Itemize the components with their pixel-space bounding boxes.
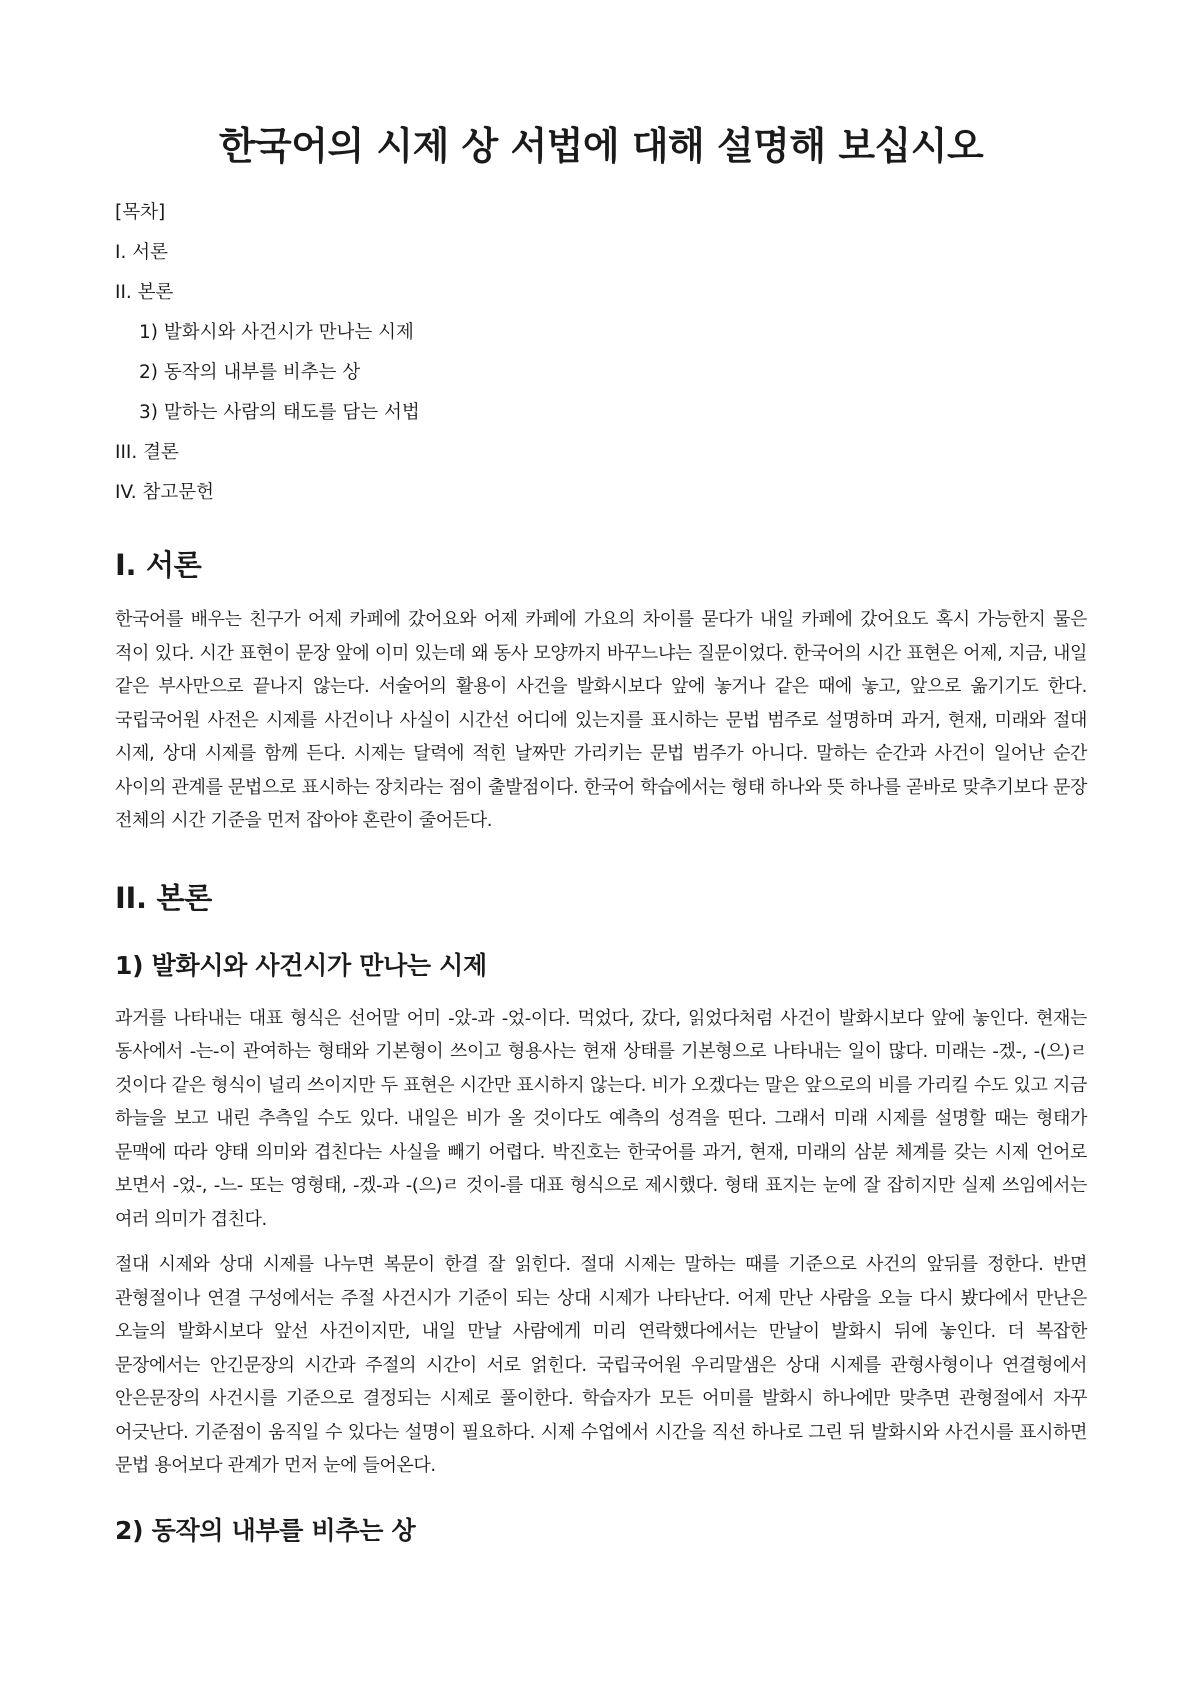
introduction-section [115,545,1087,838]
toc-item-references: IV. 참고문헌 [115,482,214,503]
tense-subsection [115,948,1087,1483]
introduction-heading: I. 서론 [115,548,202,582]
paragraph: 과거를 나타내는 대표 형식은 선어말 어미 -았-과 -었-이다. 먹었다, 갔다, 읽었다처럼 사건이 발화시보다 앞에 놓인다. 현재는 동사에서 -는-이 관여하는 형태와 기본형이 쓰이고 형용사는 현재 상태를 기본형으로 나타내는 일이 많다. 미래는 -겠-, -(으)ㄹ 것이다 같은 형식이 널리 쓰이지만 두 표현은 시간만 표시하지 않는다. 비가 오겠다는 말은 앞으로의 비를 가리킬 수도 있고 지금 하늘을 보고 내린 추측일 수도 있다. 내일은 비가 올 것이다도 예측의 성격을 띤다. 그래서 미래 시제를 설명할 때는 형태가 문맥에 따라 양태 의미와 겹친다는 사실을 빼기 어렵다. 박진호는 한국어를 과거, 현재, 미래의 삼분 체계를 갖는 시제 언어로 보면서 -었-, -느- 또는 영형태, -겠-과 -(으)ㄹ 것이-를 대표 형식으로 제시했다. 형태 표지는 눈에 잘 잡히지만 실제 쓰임에서는 여러 의미가 겹친다. [115,1007,1087,1230]
table-of-contents [115,200,1087,505]
document-title: 한국어의 시제 상 서법에 대해 설명해 보십시오 [218,124,984,168]
main-body-heading: II. 본론 [115,880,212,915]
toc-item-mood: 3) 말하는 사람의 태도를 담는 서법 [139,402,420,423]
main-body-section [115,878,1087,1549]
toc-item-aspect: 2) 동작의 내부를 비추는 상 [139,362,361,383]
toc-item-tense: 1) 발화시와 사건시가 만나는 시제 [139,322,414,343]
paragraph: 절대 시제와 상대 시제를 나누면 복문이 한결 잘 읽힌다. 절대 시제는 말하는 때를 기준으로 사건의 앞뒤를 정한다. 반면 관형절이나 연결 구성에서는 주절 사건시가 기준이 되는 상대 시제가 나타난다. 어제 만난 사람을 오늘 다시 봤다에서 만난은 오늘의 발화시보다 앞선 사건이지만, 내일 만날 사람에게 미리 연락했다에서는 만날이 발화시 뒤에 놓인다. 더 복잡한 문장에서는 안긴문장의 시간과 주절의 시간이 서로 얽힌다. 국립국어원 우리말샘은 상대 시제를 관형사형이나 연결형에서 안은문장의 사건시를 기준으로 결정되는 시제로 풀이한다. 학습자가 모든 어미를 발화시 하나에만 맞추면 관형절에서 자꾸 어긋난다. 기준점이 움직일 수 있다는 설명이 필요하다. 시제 수업에서 시간을 직선 하나로 그린 뒤 발화시와 사건시를 표시하면 문법 용어보다 관계가 먼저 눈에 들어온다. [115,1254,1087,1476]
toc-item-main-body: II. 본론 [115,282,174,303]
toc-heading: [목차] [115,202,166,223]
tense-heading: 1) 발화시와 사건시가 만나는 시제 [115,950,487,980]
toc-item-introduction: I. 서론 [115,242,168,263]
paragraph: 한국어를 배우는 친구가 어제 카페에 갔어요와 어제 카페에 가요의 차이를 묻다가 내일 카페에 갔어요도 혹시 가능한지 물은 적이 있다. 시간 표현이 문장 앞에 이미 있는데 왜 동사 모양까지 바꾸느냐는 질문이었다. 한국어의 시간 표현은 어제, 지금, 내일 같은 부사만으로 끝나지 않는다. 서술어의 활용이 사건을 발화시보다 앞에 놓거나 같은 때에 놓고, 앞으로 옮기기도 한다. 국립국어원 사전은 시제를 사건이나 사실이 시간선 어디에 있는지를 표시하는 문법 범주로 설명하며 과거, 현재, 미래와 절대 시제, 상대 시제를 함께 든다. 시제는 달력에 적힌 날짜만 가리키는 문법 범주가 아니다. 말하는 순간과 사건이 일어난 순간 사이의 관계를 문법으로 표시하는 장치라는 점이 출발점이다. 한국어 학습에서는 형태 하나와 뜻 하나를 곧바로 맞추기보다 문장 전체의 시간 기준을 먼저 잡아야 혼란이 줄어든다. [115,609,1087,831]
aspect-heading: 2) 동작의 내부를 비추는 상 [115,1515,416,1545]
toc-item-conclusion: III. 결론 [115,442,179,463]
aspect-subsection [115,1513,1087,1549]
